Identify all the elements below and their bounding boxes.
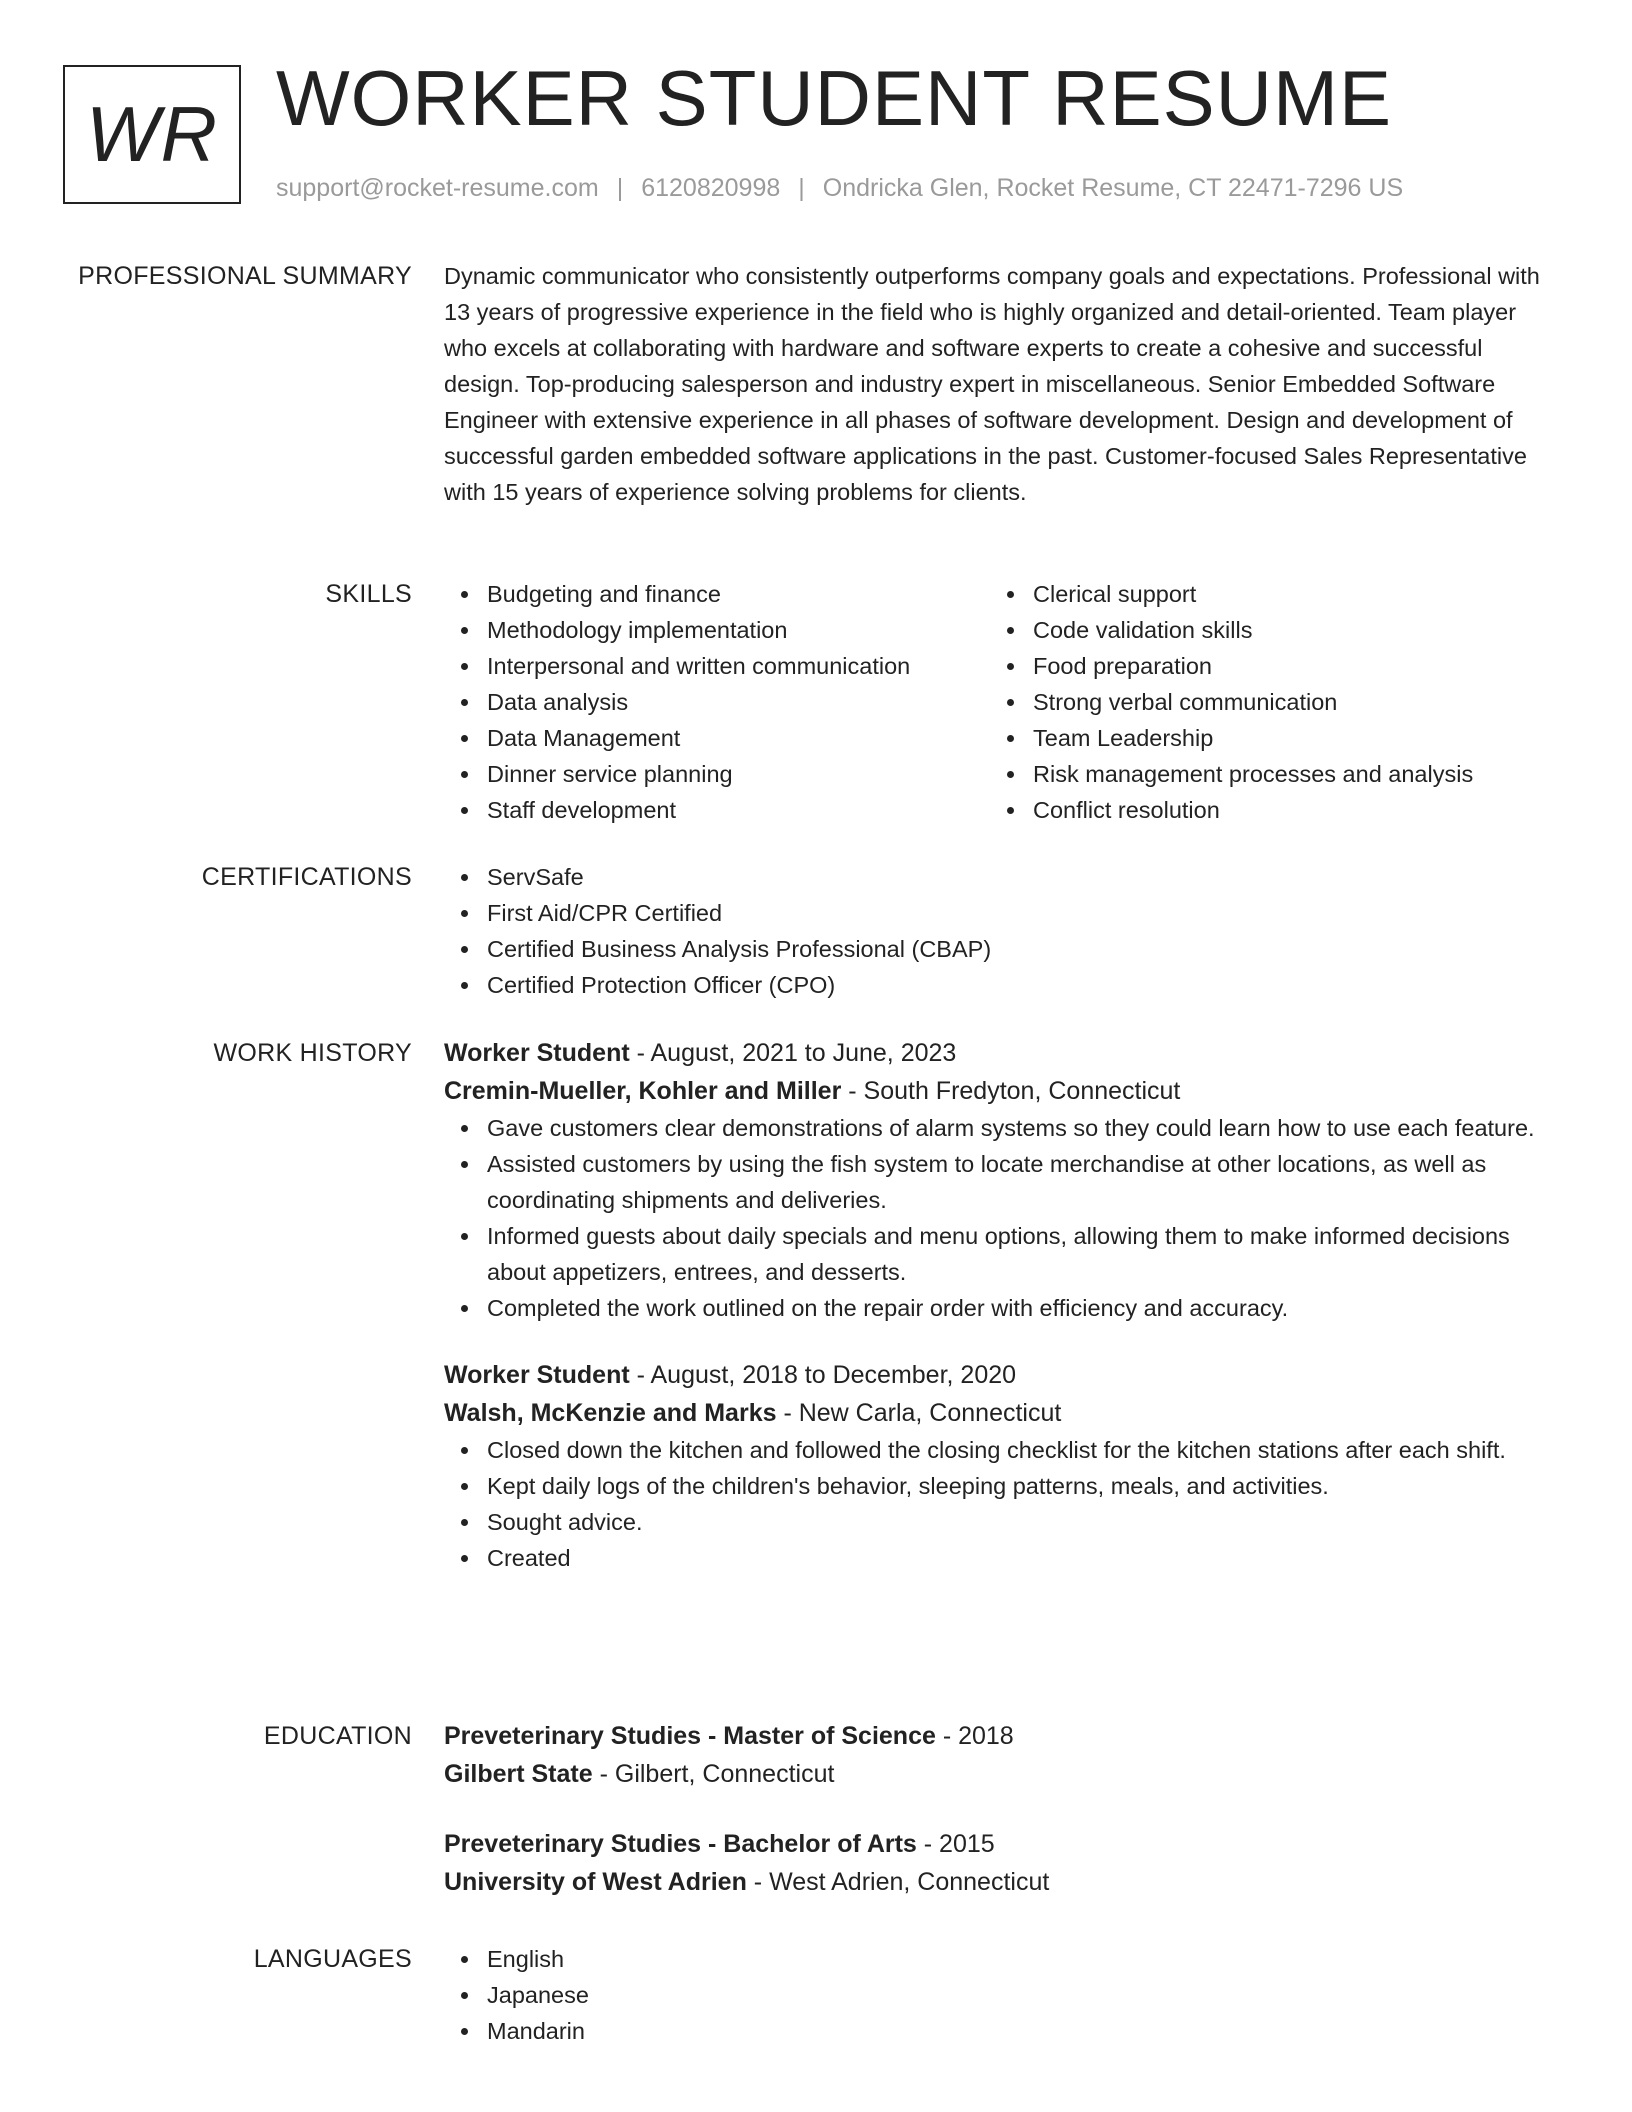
skills-body xyxy=(444,576,1548,828)
job-duty-item: Completed the work outlined on the repair order with efficiency and accuracy. xyxy=(487,1290,1548,1326)
job-duty-item: Assisted customers by using the fish system to locate merchandise at other locations, as well as coordinating shipments and deliveries. xyxy=(487,1146,1548,1218)
skill-item: Data Management xyxy=(487,720,990,756)
contact-address: Ondricka Glen, Rocket Resume, CT 22471-7296 US xyxy=(822,174,1404,202)
education-year: - 2018 xyxy=(935,1722,1014,1750)
education-school-line xyxy=(444,1755,1548,1793)
job-company: Walsh, McKenzie and Marks xyxy=(444,1399,777,1427)
skill-item: Food preparation xyxy=(1033,648,1473,684)
job-company: Cremin-Mueller, Kohler and Miller xyxy=(444,1077,842,1105)
skill-item: Strong verbal communication xyxy=(1033,684,1473,720)
section-label-languages: LANGUAGES xyxy=(253,1945,412,1973)
certifications-list xyxy=(444,859,1548,1003)
contact-phone: 6120820998 xyxy=(641,174,781,202)
skill-item: Methodology implementation xyxy=(487,612,990,648)
work-history-body xyxy=(444,1034,1548,1576)
skill-item: Conflict resolution xyxy=(1033,792,1473,828)
education-degree: Preveterinary Studies - Master of Science xyxy=(444,1722,936,1750)
job-duty-item: Created xyxy=(487,1540,1548,1576)
contact-email: support@rocket-resume.com xyxy=(276,174,599,202)
job-title-line xyxy=(444,1034,1548,1072)
section-label-summary: PROFESSIONAL SUMMARY xyxy=(78,262,412,290)
job-location: - South Fredyton, Connecticut xyxy=(841,1077,1181,1105)
skill-item: Risk management processes and analysis xyxy=(1033,756,1473,792)
summary-body xyxy=(444,258,1548,510)
education-location: - Gilbert, Connecticut xyxy=(592,1760,835,1788)
education-school: Gilbert State xyxy=(444,1760,593,1788)
job-title: Worker Student xyxy=(444,1361,630,1389)
certification-item: Certified Protection Officer (CPO) xyxy=(487,967,1548,1003)
certification-item: Certified Business Analysis Professional (CBAP) xyxy=(487,931,1548,967)
job-duties-list xyxy=(444,1110,1548,1326)
language-item: Mandarin xyxy=(487,2013,1548,2049)
skill-item: Interpersonal and written communication xyxy=(487,648,990,684)
education-degree-line xyxy=(444,1717,1548,1755)
skills-list-right xyxy=(990,576,1473,828)
education-degree-line xyxy=(444,1825,1548,1863)
job-duty-item: Informed guests about daily specials and menu options, allowing them to make informed decisions about appetizers, entrees, and desserts. xyxy=(487,1218,1548,1290)
languages-body xyxy=(444,1941,1548,2049)
job-company-line xyxy=(444,1072,1548,1110)
job-entry xyxy=(444,1034,1548,1326)
contact-separator: | xyxy=(616,174,624,202)
skill-item: Dinner service planning xyxy=(487,756,990,792)
skills-list-left xyxy=(444,576,990,828)
job-dates: - August, 2021 to June, 2023 xyxy=(629,1039,957,1067)
certification-item: ServSafe xyxy=(487,859,1548,895)
job-entry xyxy=(444,1356,1548,1576)
education-school: University of West Adrien xyxy=(444,1868,747,1896)
job-duty-item: Kept daily logs of the children's behavior, sleeping patterns, meals, and activities. xyxy=(487,1468,1548,1504)
education-body xyxy=(444,1717,1548,1901)
skill-item: Team Leadership xyxy=(1033,720,1473,756)
section-label-work-history: WORK HISTORY xyxy=(213,1039,412,1067)
job-title: Worker Student xyxy=(444,1039,630,1067)
language-item: Japanese xyxy=(487,1977,1548,2013)
section-label-skills: SKILLS xyxy=(325,580,412,608)
education-location: - West Adrien, Connecticut xyxy=(746,1868,1050,1896)
section-label-certifications: CERTIFICATIONS xyxy=(201,863,412,891)
contact-line xyxy=(276,174,1403,203)
resume-title: WORKER STUDENT RESUME xyxy=(276,54,1392,142)
skill-item: Staff development xyxy=(487,792,990,828)
skill-item: Data analysis xyxy=(487,684,990,720)
certifications-body xyxy=(444,859,1548,1003)
languages-list xyxy=(444,1941,1548,2049)
contact-separator: | xyxy=(798,174,805,202)
job-duty-item: Sought advice. xyxy=(487,1504,1548,1540)
education-entry xyxy=(444,1717,1548,1793)
education-year: - 2015 xyxy=(916,1830,995,1858)
language-item: English xyxy=(487,1941,1548,1977)
job-dates: - August, 2018 to December, 2020 xyxy=(629,1361,1017,1389)
education-school-line xyxy=(444,1863,1548,1901)
job-duty-item: Closed down the kitchen and followed the closing checklist for the kitchen stations after each shift. xyxy=(487,1432,1548,1468)
monogram-logo: WR xyxy=(63,65,241,204)
education-degree: Preveterinary Studies - Bachelor of Arts xyxy=(444,1830,917,1858)
skill-item: Clerical support xyxy=(1033,576,1473,612)
job-company-line xyxy=(444,1394,1548,1432)
education-entry xyxy=(444,1825,1548,1901)
job-duty-item: Gave customers clear demonstrations of alarm systems so they could learn how to use each feature. xyxy=(487,1110,1548,1146)
certification-item: First Aid/CPR Certified xyxy=(487,895,1548,931)
summary-text: Dynamic communicator who consistently outperforms company goals and expectations. Professional with 13 years of progressive experience in the field who is highly organized and detail-oriented. Team player who excels at collaborating with hardware and software experts to create a cohesive and successful design. Top-producing salesperson and industry expert in miscellaneous. Senior Embedded Software Engineer with extensive experience in all phases of software development. Design and development of successful garden embedded software applications in the past. Customer-focused Sales Representative with 15 years of experience solving problems for clients. xyxy=(444,263,1540,505)
job-duties-list xyxy=(444,1432,1548,1576)
skill-item: Code validation skills xyxy=(1033,612,1473,648)
section-label-education: EDUCATION xyxy=(263,1722,412,1750)
job-location: - New Carla, Connecticut xyxy=(776,1399,1062,1427)
skill-item: Budgeting and finance xyxy=(487,576,990,612)
job-title-line xyxy=(444,1356,1548,1394)
